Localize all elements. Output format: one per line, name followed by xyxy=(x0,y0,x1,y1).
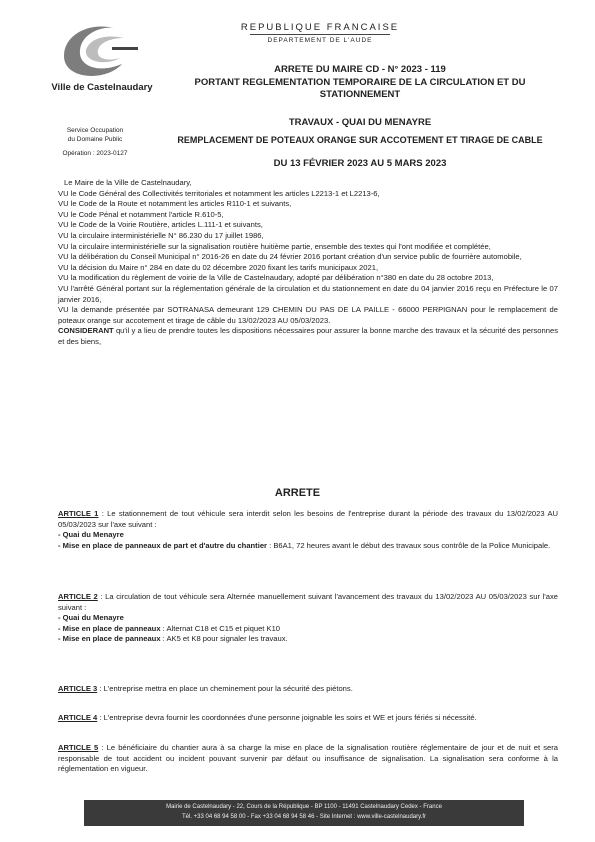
decree-subject: PORTANT REGLEMENTATION TEMPORAIRE DE LA CIRCULATION ET DU STATIONNEMENT xyxy=(194,77,526,100)
article-bullet-text: : B6A1, 72 heures avant le début des travaux sous contrôle de la Police Municipale. xyxy=(267,540,551,550)
article-3 xyxy=(58,684,558,695)
article-4 xyxy=(58,713,558,724)
decree-number: ARRETE DU MAIRE CD - N° 2023 - 119 xyxy=(274,64,446,75)
article-text: : L'entreprise devra fournir les coordonnées d'une personne joignable les soirs et WE et jours fériés si nécessité. xyxy=(97,713,477,722)
article-text: : Le bénéficiaire du chantier aura à sa charge la mise en place de la signalisation routière réglementaire de jour et de nuit et sera responsable de tout accident ou incident pouvant survenir par défaut ou insuffisance de signalisation. La signalisation sera conforme à la réglementation en vigueur. xyxy=(58,743,558,774)
article-label: ARTICLE 3 xyxy=(58,684,98,693)
header-divider xyxy=(250,34,390,35)
footer-contact: Tél. +33 04 68 94 58 00 - Fax +33 04 68 94 58 46 - Site Internet : www.ville-castelnaudary.fr xyxy=(181,814,427,820)
article-text: : Le stationnement de tout véhicule sera interdit selon les besoins de l'entreprise durant la période des travaux du 13/02/2023 AU 05/03/2023 sur l'axe suivant : xyxy=(58,509,558,529)
preamble-item: VU la demande présentée par SOTRANASA demeurant 129 CHEMIN DU PAS DE LA PAILLE - 66000 PERPIGNAN pour le remplacement de poteaux orange sur accotement et tirage de câble du 13/02/2023 AU 05/03/2023. xyxy=(58,305,558,325)
article-label: ARTICLE 4 xyxy=(58,713,98,722)
preamble-intro: Le Maire de la Ville de Castelnaudary, xyxy=(64,178,192,187)
preamble-item: VU l'arrêté Général portant sur la réglementation générale de la circulation et du stationnement en date du 04 janvier 2016 reçu en Préfecture le 07 janvier 2016, xyxy=(58,283,558,304)
article-bullet-text: : Alternat C18 et C15 et piquet K10 xyxy=(160,623,281,633)
preamble-item: VU la décision du Maire n° 284 en date du 02 décembre 2020 fixant les tarifs municipaux 2021, xyxy=(58,262,379,272)
footer-address: Mairie de Castelnaudary - 22, Cours de la République - BP 1100 - 11491 Castelnaudary Cedex - France xyxy=(166,804,442,810)
preamble-item: VU la circulaire interministérielle N° 86.230 du 17 juillet 1986, xyxy=(58,230,264,240)
preamble-item: VU le Code de la Voirie Routière, articles L.111-1 et suivants, xyxy=(58,220,263,230)
article-bullet: - Quai du Menayre xyxy=(58,530,124,540)
article-text: : L'entreprise mettra en place un cheminement pour la sécurité des piétons. xyxy=(97,684,353,693)
service-line: Service Occupation xyxy=(66,127,124,134)
article-label: ARTICLE 1 xyxy=(58,509,99,518)
preamble-item: VU la délibération du Conseil Municipal n° 2016-26 en date du 24 février 2016 portant création d'un service public de fourrière automobile, xyxy=(58,252,522,262)
operation-number: Opération : 2023-0127 xyxy=(62,150,128,157)
footer-band xyxy=(84,800,524,826)
department-label: DEPARTEMENT DE L'AUDE xyxy=(267,37,373,44)
article-label: ARTICLE 5 xyxy=(58,743,99,752)
works-dates: DU 13 FÉVRIER 2023 AU 5 MARS 2023 xyxy=(273,158,447,169)
considerant-text: qu'il y a lieu de prendre toutes les dispositions nécessaires pour assurer la bonne marche des travaux et la sécurité des personnes et des biens, xyxy=(58,326,558,346)
article-bullet-bold: - Mise en place de panneaux xyxy=(58,623,161,633)
preamble-item: VU la modification du règlement de voirie de la Ville de Castelnaudary, adopté par délibération n°380 en date du 28 octobre 2013, xyxy=(58,273,494,283)
preamble-item: VU le Code Pénal et notamment l'article R.610-5, xyxy=(58,209,224,219)
article-label: ARTICLE 2 xyxy=(58,592,98,601)
works-title: TRAVAUX - QUAI DU MENAYRE xyxy=(288,117,432,128)
preamble xyxy=(58,178,558,348)
article-bullet-bold: - Mise en place de panneaux xyxy=(58,634,161,644)
article-1 xyxy=(58,509,558,551)
article-bullet: - Quai du Menayre xyxy=(58,613,124,623)
town-logo xyxy=(46,20,146,86)
article-5 xyxy=(58,743,558,775)
article-bullet-bold: - Mise en place de panneaux de part et d'autre du chantier xyxy=(58,540,267,550)
town-name: Ville de Castelnaudary xyxy=(51,82,153,93)
article-text: : La circulation de tout véhicule sera Alternée manuellement suivant l'avancement des travaux du 13/02/2023 AU 05/03/2023 sur l'axe suivant : xyxy=(58,592,558,612)
service-block xyxy=(40,126,150,158)
preamble-item: VU le Code Général des Collectivités territoriales et notamment les articles L2213-1 et L2213-6, xyxy=(58,188,380,198)
considerant xyxy=(58,326,558,347)
considerant-label: CONSIDERANT xyxy=(58,326,114,336)
service-line: du Domaine Public xyxy=(67,136,123,143)
preamble-item: VU la circulaire interministérielle sur la signalisation routière huitième partie, ensemble des textes qui l'ont modifiée et complétée, xyxy=(58,241,491,251)
preamble-item: VU le Code de la Route et notamment les articles R110-1 et suivants, xyxy=(58,199,292,209)
article-2 xyxy=(58,592,558,645)
article-bullet-text: : AK5 et K8 pour signaler les travaux. xyxy=(160,634,288,644)
works-description: REMPLACEMENT DE POTEAUX ORANGE SUR ACCOTEMENT ET TIRAGE DE CABLE xyxy=(177,135,543,145)
arrete-heading: ARRETE xyxy=(274,487,321,499)
republic-label: REPUBLIQUE FRANCAISE xyxy=(240,22,400,33)
